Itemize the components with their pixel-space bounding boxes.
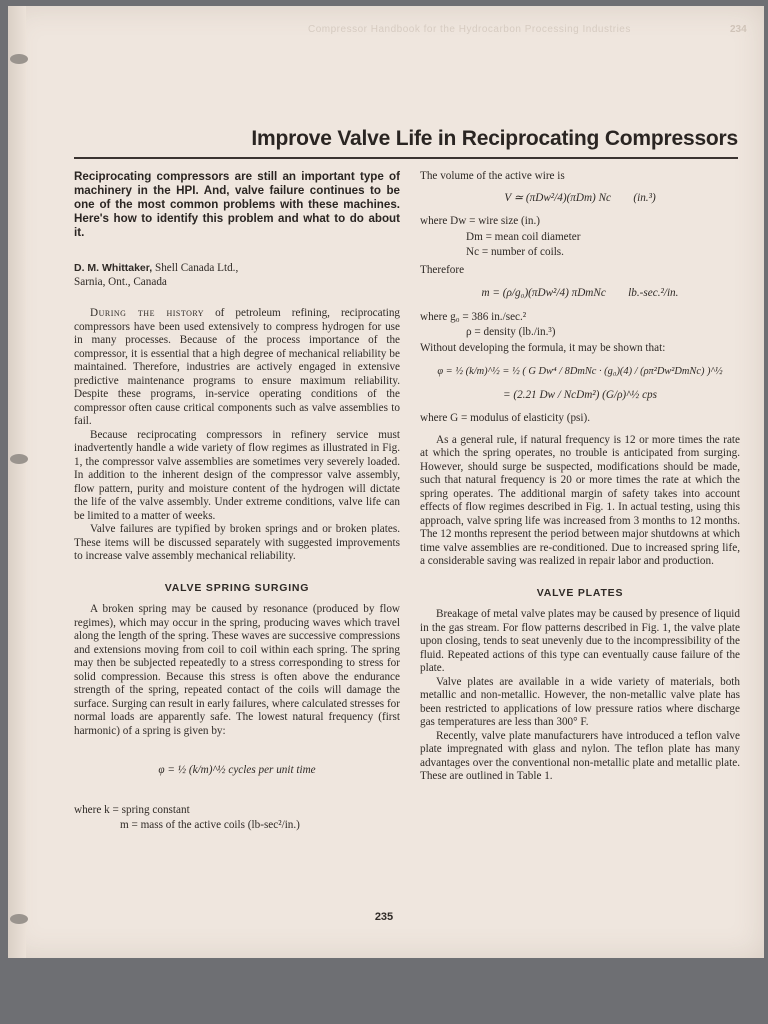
body-paragraph: Valve failures are typified by broken springs and or broken plates. These items will be discussed separately with suggested improvements to increase valve assembly mechanical reliability. <box>74 523 400 562</box>
right-column <box>420 170 740 784</box>
body-paragraph: Valve plates are available in a wide variety of materials, both metallic and non-metallic. However, the non-metallic valve plate has been restricted to applications of low pressure ratios where discharge gas temperatures are less than 300° F. <box>420 675 740 728</box>
where-line: m = mass of the active coils (lb-sec²/in.) <box>120 819 300 831</box>
body-paragraph: Without developing the formula, it may be shown that: <box>420 341 666 354</box>
author-name: D. M. Whittaker, <box>74 262 153 274</box>
equation-frequency-expanded: φ = ½ (k/m)^½ = ½ ( G Dw⁴ / 8DmNc · (g₀)(4) / (ρπ²Dw²DmNc) )^½ <box>437 366 723 377</box>
where-line: where g₀ = 386 in./sec.² <box>420 310 527 323</box>
equation-mass: m = (ρ/g₀)(πDw²/4) πDmNc lb.-sec.²/in. <box>481 287 679 299</box>
section-heading-spring-surging: VALVE SPRING SURGING <box>164 581 310 594</box>
section-heading-valve-plates: VALVE PLATES <box>536 586 624 599</box>
body-paragraph: Breakage of metal valve plates may be caused by presence of liquid in the gas stream. For flow patterns described in Fig. 1, the valve plate upon closing, tends to seat unevenly due to the incompressibility of the fluid. Repeated actions of this type can eventually cause failure of the plate. <box>420 608 740 674</box>
bleed-through-header: Compressor Handbook for the Hydrocarbon Processing Industries <box>308 24 631 35</box>
punch-hole <box>10 54 28 64</box>
equation-frequency-result: = (2.21 Dw / NcDm²) (G/ρ)^½ cps <box>503 388 657 401</box>
punch-hole <box>10 454 28 464</box>
author-location: Sarnia, Ont., Canada <box>74 275 167 288</box>
page-number: 235 <box>374 911 394 923</box>
where-line: Dm = mean coil diameter <box>466 230 581 243</box>
body-paragraph: The volume of the active wire is <box>420 170 565 182</box>
body-paragraph: Recently, valve plate manufacturers have introduced a teflon valve plate impregnated with glass and nylon. The teflon plate has many advantages over the conventional non-metallic plate and metallic plate. These are outlined in Table 1. <box>420 729 740 782</box>
where-line: ρ = density (lb./in.³) <box>466 326 556 338</box>
body-paragraph: Because reciprocating compressors in refinery service must inadvertently handle a wide variety of flow regimes as illustrated in Fig. 1, the compressor valve assemblies are sometimes very severely loaded. In addition to the inherent design of the compressor valve assembly, flow pattern, purity and moisture content of the hydrogen will dictate the life of the valve assembly. Under extreme conditions, valve life can be limited to a matter of weeks. <box>74 428 400 522</box>
intro-paragraph <box>74 307 400 429</box>
author-affiliation: Shell Canada Ltd., <box>154 262 239 274</box>
body-paragraph: A broken spring may be caused by resonance (produced by flow regimes), which may occur in the spring, producing waves which travel along the length of the spring. These waves are successive compressions and extensions moving from coil to coil within each spring. The spring may then be subjected repeatedly to a stress corresponding to stress for solid compression. Because this stress is often above the endurance strength of the spring, repeated contact of the coils will damage the surface. Surging can result in early failures, where calculated stresses for normal loads are apparently safe. The lowest natural frequency (first harmonic) of a spring is given by: <box>74 603 400 737</box>
article-title: Improve Valve Life in Reciprocating Compressors <box>251 127 738 150</box>
title-rule <box>74 157 738 159</box>
intro-text: of petroleum refining, reciprocating compressors have been used extensively to compress hydrogen for use in many processes. Because of the process importance of the compressor, it is essential that a high degree of mechanical reliability be maintained. Therefore, industries are actively engaged in extensive predictive maintenance programs to ensure maximum reliability. Despite these programs, in-service operating conditions of the compressor often cause critical components such as valve assemblies to fail. <box>74 307 401 427</box>
where-line: where G = modulus of elasticity (psi). <box>420 412 591 424</box>
lead-paragraph: Reciprocating compressors are still an important type of machinery in the HPI. And, valve failure continues to be one of the most common problems with these machines. Here's how to identify this problem and what to do about it. <box>74 170 400 239</box>
where-line: where Dw = wire size (in.) <box>420 215 541 227</box>
equation-natural-frequency: φ = ½ (k/m)^½ cycles per unit time <box>158 764 316 776</box>
body-paragraph: As a general rule, if natural frequency is 12 or more times the rate at which the spring operates, no trouble is anticipated from surging. However, should surge be suspected, modifications should be made, such that natural frequency is 20 or more times the rate at which the spring operates. The additional margin of safety takes into account effects of flow regimes described in Fig. 1. In actual testing, using this approach, valve spring life was increased from 3 months to 12 months. The 12 months represent the period between major shutdowns at which time valve assemblies are re-conditioned. Due to increased spring life, a considerable saving was realized in repair labor and production. <box>420 433 740 567</box>
equation-volume: V ≃ (πDw²/4)(πDm) Nc (in.³) <box>504 191 656 204</box>
intro-small-caps: During the history <box>90 307 205 319</box>
bleed-through-page-ref: 234 <box>730 24 747 35</box>
author-block <box>74 262 400 289</box>
where-line: Nc = number of coils. <box>466 246 564 258</box>
body-paragraph: Therefore <box>420 263 465 276</box>
where-line: where k = spring constant <box>74 803 190 816</box>
binding-strip <box>8 6 26 958</box>
left-column <box>74 170 400 835</box>
